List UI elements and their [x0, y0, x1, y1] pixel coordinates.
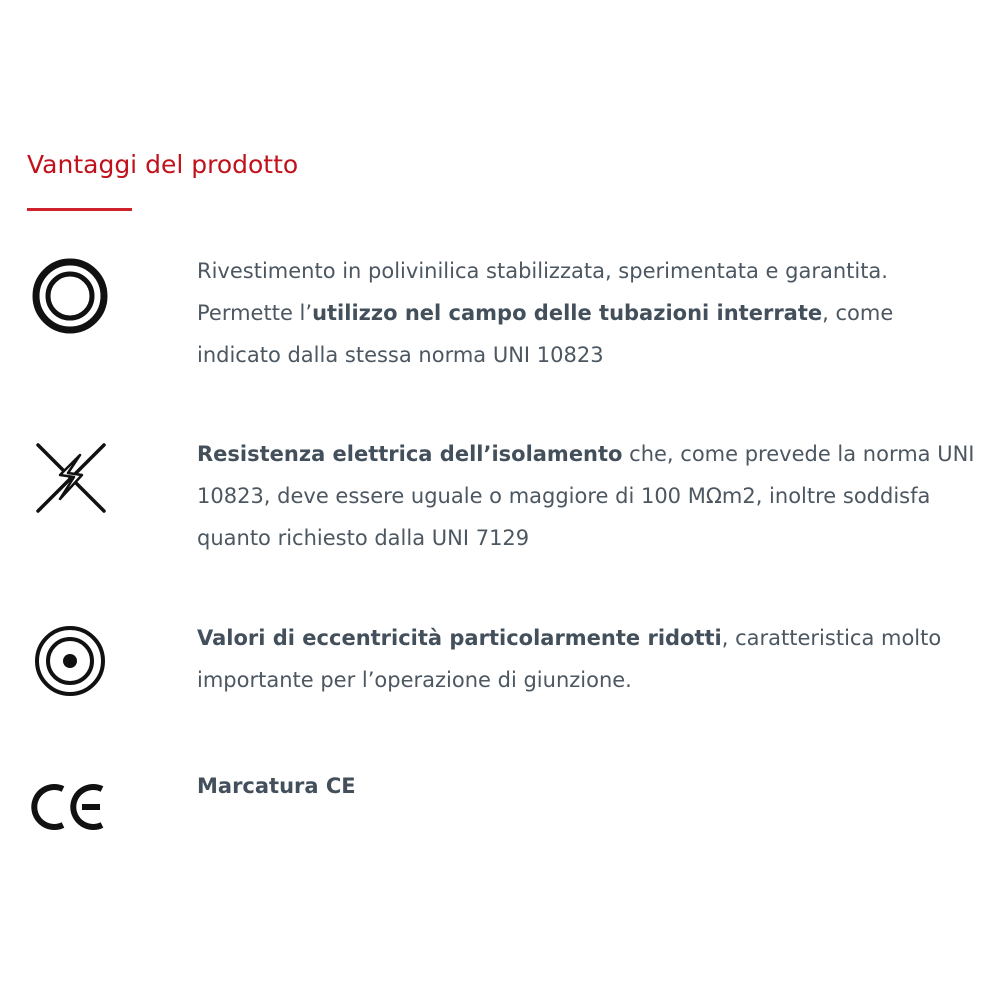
feature-text-segment: , come indicato dalla stessa norma UNI 10823 [197, 301, 894, 367]
electric-insulation-icon [30, 437, 110, 517]
ce-mark-icon [30, 777, 110, 837]
eccentricity-target-icon [30, 621, 110, 701]
coating-rings-icon [30, 256, 110, 336]
feature-text-highlight: Resistenza elettrica dell’isolamento [197, 442, 623, 466]
feature-text [197, 250, 977, 376]
title-underline [27, 208, 132, 211]
feature-text-highlight: Marcatura CE [197, 774, 356, 798]
feature-text-segment: Rivestimento in polivinilica stabilizzata, sperimentata e garantita. Permette l’ [197, 259, 888, 325]
feature-text-segment: che, come prevede la norma UNI 10823, deve essere uguale o maggiore di 100 MΩm2, inoltre soddisfa quanto richiesto dalla UNI 7129 [197, 442, 975, 550]
feature-text-highlight: Valori di eccentricità particolarmente ridotti [197, 626, 722, 650]
feature-text [197, 433, 977, 559]
section-title: Vantaggi del prodotto [27, 150, 299, 179]
feature-text-segment: , caratteristica molto importante per l’operazione di giunzione. [197, 626, 942, 692]
feature-text [197, 765, 977, 807]
feature-text-highlight: utilizzo nel campo delle tubazioni interrate [312, 301, 823, 325]
feature-text [197, 617, 977, 701]
